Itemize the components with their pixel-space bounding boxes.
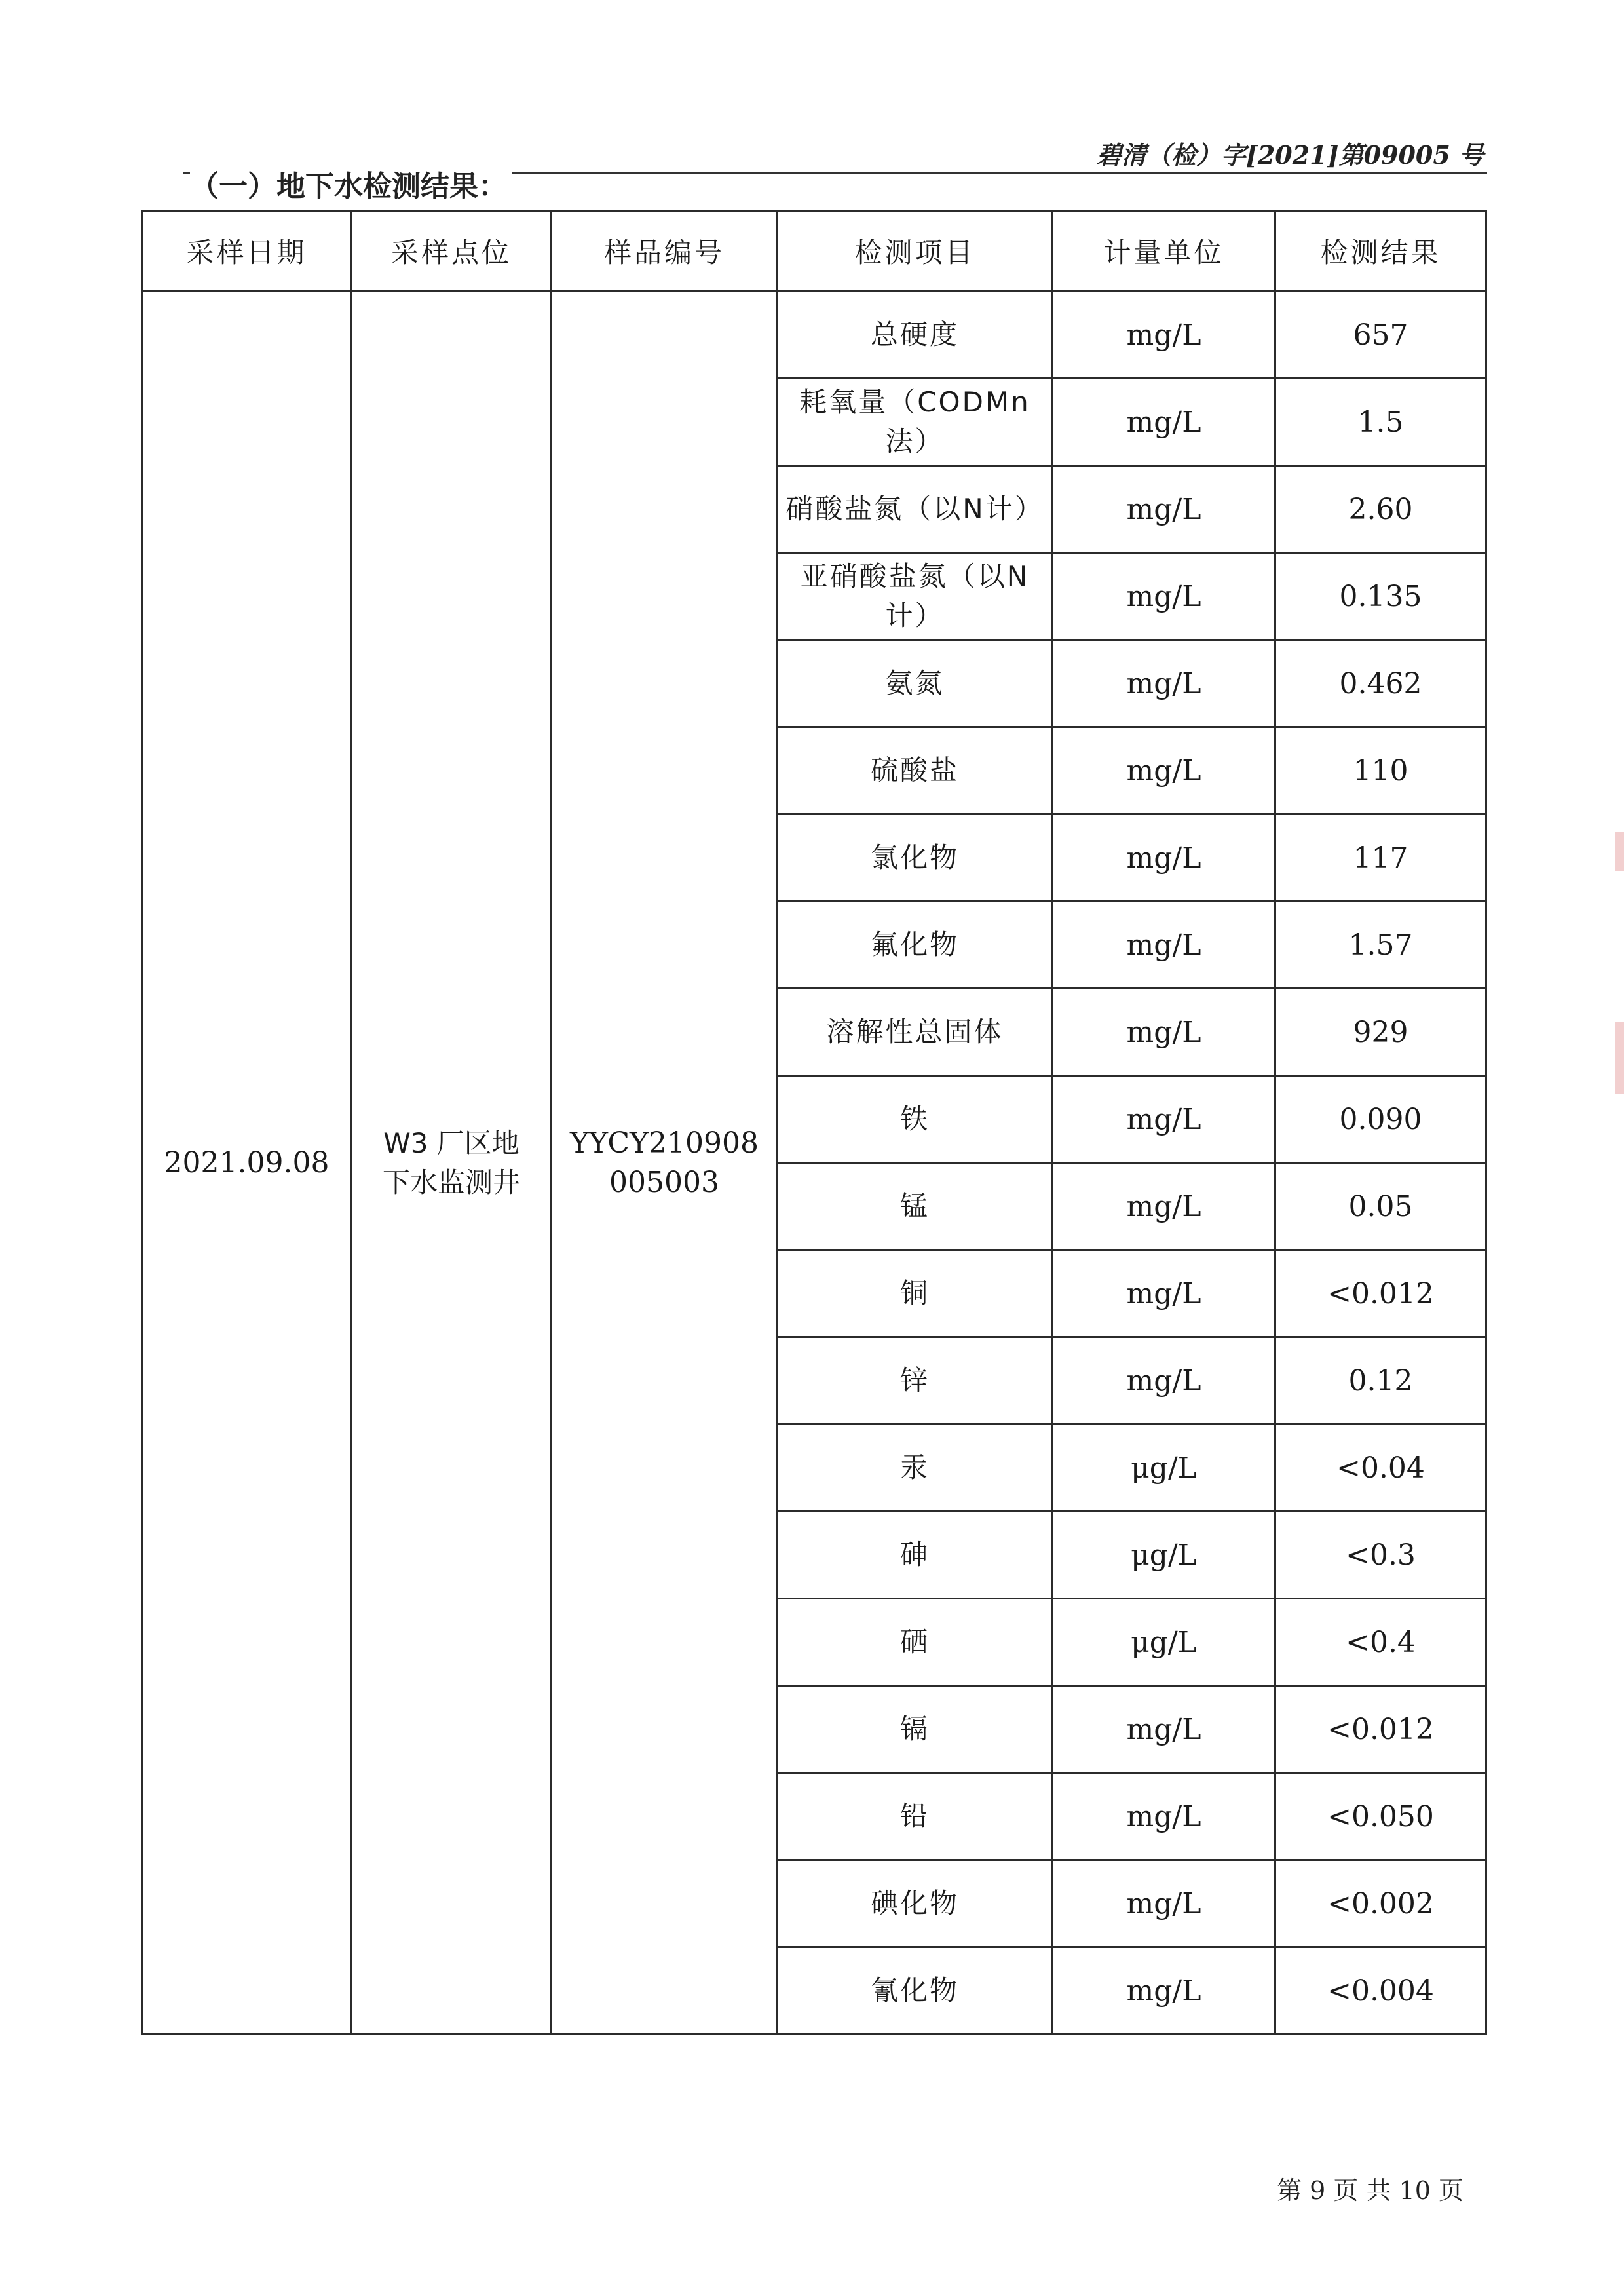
- test-item-cell: 硫酸盐: [778, 727, 1053, 814]
- table-row: [142, 292, 1486, 379]
- result-cell: <0.050: [1275, 1773, 1486, 1860]
- result-cell: <0.012: [1275, 1250, 1486, 1337]
- test-item-cell: 铅: [778, 1773, 1053, 1860]
- result-cell: 657: [1275, 292, 1486, 379]
- unit-cell: μg/L: [1053, 1512, 1275, 1599]
- test-item-cell: 溶解性总固体: [778, 989, 1053, 1076]
- unit-cell: μg/L: [1053, 1425, 1275, 1512]
- unit-cell: mg/L: [1053, 1076, 1275, 1163]
- sample-id-cell: YYCY210908005003: [552, 292, 778, 2035]
- stamp-edge-mark: [1615, 1022, 1624, 1094]
- test-item-cell: 镉: [778, 1686, 1053, 1773]
- unit-cell: mg/L: [1053, 640, 1275, 727]
- unit-cell: mg/L: [1053, 379, 1275, 466]
- test-item-cell: 总硬度: [778, 292, 1053, 379]
- result-cell: 0.090: [1275, 1076, 1486, 1163]
- test-item-cell: 硝酸盐氮（以N计）: [778, 466, 1053, 553]
- test-item-cell: 氯化物: [778, 814, 1053, 902]
- sampling-location-cell: W3 厂区地下水监测井: [352, 292, 552, 2035]
- test-item-cell: 氨氮: [778, 640, 1053, 727]
- unit-cell: mg/L: [1053, 1250, 1275, 1337]
- test-item-cell: 锌: [778, 1337, 1053, 1425]
- unit-cell: mg/L: [1053, 553, 1275, 640]
- col-header-sampling-location: 采样点位: [352, 211, 552, 292]
- test-item-cell: 氟化物: [778, 902, 1053, 989]
- result-cell: 0.05: [1275, 1163, 1486, 1250]
- test-item-cell: 汞: [778, 1425, 1053, 1512]
- result-cell: 0.12: [1275, 1337, 1486, 1425]
- table-header-row: [142, 211, 1486, 292]
- report-number: 碧清（检）字[2021]第09005 号: [1096, 140, 1484, 170]
- unit-cell: μg/L: [1053, 1599, 1275, 1686]
- result-cell: 1.57: [1275, 902, 1486, 989]
- test-item-cell: 碘化物: [778, 1860, 1053, 1947]
- unit-cell: mg/L: [1053, 466, 1275, 553]
- unit-cell: mg/L: [1053, 1337, 1275, 1425]
- col-header-unit: 计量单位: [1053, 211, 1275, 292]
- test-item-cell: 锰: [778, 1163, 1053, 1250]
- unit-cell: mg/L: [1053, 1773, 1275, 1860]
- result-cell: 929: [1275, 989, 1486, 1076]
- result-cell: 117: [1275, 814, 1486, 902]
- col-header-sample-id: 样品编号: [552, 211, 778, 292]
- result-cell: <0.002: [1275, 1860, 1486, 1947]
- result-cell: 2.60: [1275, 466, 1486, 553]
- unit-cell: mg/L: [1053, 1860, 1275, 1947]
- table-body: [142, 292, 1486, 2035]
- section-title: （一）地下水检测结果：: [190, 163, 512, 204]
- test-item-cell: 砷: [778, 1512, 1053, 1599]
- sampling-date-cell: 2021.09.08: [142, 292, 352, 2035]
- result-cell: <0.004: [1275, 1947, 1486, 2035]
- col-header-result: 检测结果: [1275, 211, 1486, 292]
- result-cell: <0.3: [1275, 1512, 1486, 1599]
- stamp-edge-mark: [1615, 832, 1624, 871]
- col-header-sampling-date: 采样日期: [142, 211, 352, 292]
- test-item-cell: 氰化物: [778, 1947, 1053, 2035]
- test-item-cell: 铁: [778, 1076, 1053, 1163]
- result-cell: 1.5: [1275, 379, 1486, 466]
- unit-cell: mg/L: [1053, 902, 1275, 989]
- unit-cell: mg/L: [1053, 814, 1275, 902]
- unit-cell: mg/L: [1053, 1947, 1275, 2035]
- result-cell: 110: [1275, 727, 1486, 814]
- groundwater-results-table: [141, 210, 1487, 2035]
- result-cell: 0.462: [1275, 640, 1486, 727]
- unit-cell: mg/L: [1053, 727, 1275, 814]
- test-item-cell: 耗氧量（CODMn法）: [778, 379, 1053, 466]
- unit-cell: mg/L: [1053, 989, 1275, 1076]
- test-item-cell: 硒: [778, 1599, 1053, 1686]
- unit-cell: mg/L: [1053, 1686, 1275, 1773]
- page-footer: 第 9 页 共 10 页: [1277, 2176, 1463, 2205]
- test-item-cell: 亚硝酸盐氮（以N计）: [778, 553, 1053, 640]
- result-cell: <0.012: [1275, 1686, 1486, 1773]
- result-cell: 0.135: [1275, 553, 1486, 640]
- col-header-test-item: 检测项目: [778, 211, 1053, 292]
- unit-cell: mg/L: [1053, 1163, 1275, 1250]
- result-cell: <0.4: [1275, 1599, 1486, 1686]
- unit-cell: mg/L: [1053, 292, 1275, 379]
- test-item-cell: 铜: [778, 1250, 1053, 1337]
- result-cell: <0.04: [1275, 1425, 1486, 1512]
